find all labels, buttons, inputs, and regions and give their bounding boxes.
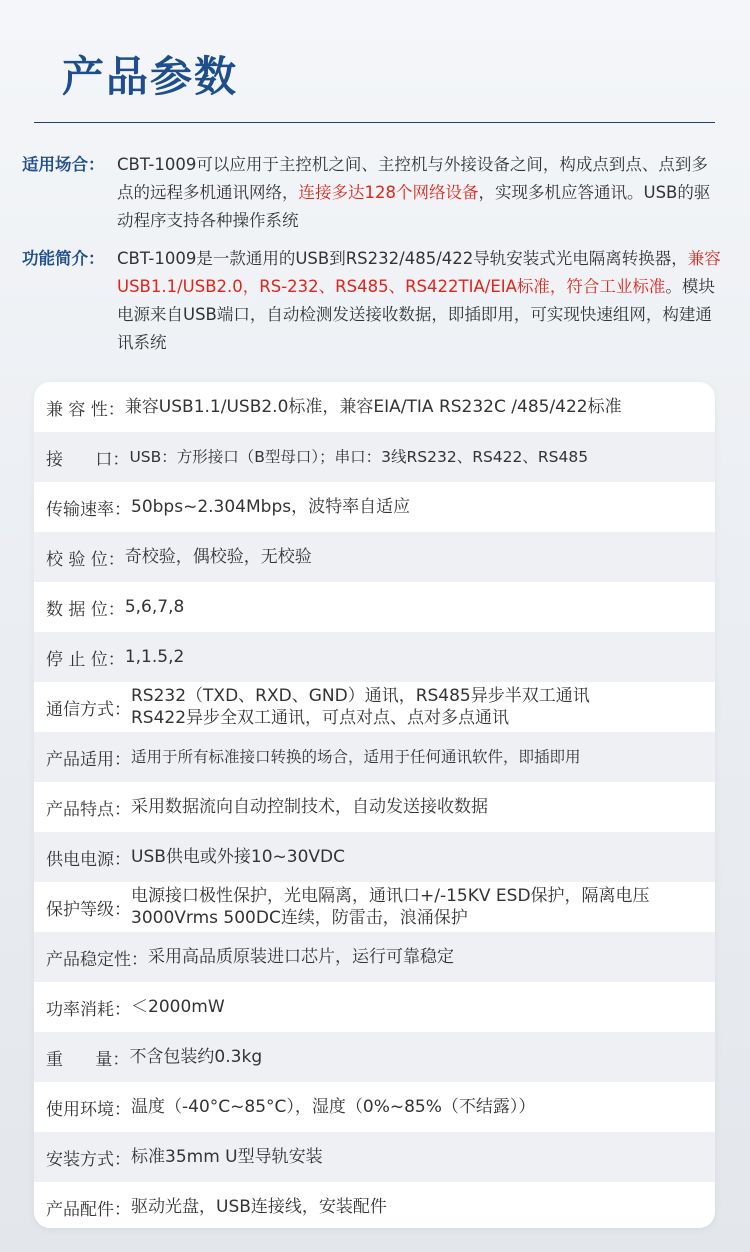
spec-row <box>34 782 715 832</box>
intro-text-part: CBT-1009是一款通用的USB到RS232/485/422导轨安装式光电隔离转换器， <box>117 249 688 268</box>
spec-value: 驱动光盘，USB连接线，安装配件 <box>131 1197 387 1217</box>
spec-key: 产品配件： <box>46 1199 131 1220</box>
spec-value: 采用数据流向自动控制技术，自动发送接收数据 <box>131 797 488 817</box>
spec-value: 1,1.5,2 <box>124 647 185 667</box>
spec-key: 兼 容 性： <box>46 399 125 420</box>
intro-highlight: 连接多达128个网络设备 <box>298 183 479 202</box>
spec-value: USB：方形接口（B型母口）；串口：3线RS232、RS422、RS485 <box>129 448 589 466</box>
spec-value: 标准35mm U型导轨安装 <box>131 1147 323 1167</box>
spec-key: 校 验 位： <box>46 549 125 570</box>
intro-text <box>117 151 722 235</box>
intro-highlight: 兼容USB1.1/USB2.0，RS-232、RS485、RS422TIA/EIA标准，符合工业标准 <box>117 249 721 296</box>
spec-value: ＜2000mW <box>131 997 225 1017</box>
spec-row <box>34 1082 715 1132</box>
intro-label: 适用场合： <box>22 155 105 174</box>
spec-value: 采用高品质原装进口芯片，运行可靠稳定 <box>148 947 454 967</box>
spec-row <box>34 1032 715 1082</box>
intro-label: 功能简介： <box>22 249 105 268</box>
spec-value: 电源接口极性保护，光电隔离，通讯口+/-15KV ESD保护，隔离电压3000Vrms 500DC连续，防雷击，浪涌保护 <box>131 886 650 928</box>
spec-key: 数 据 位： <box>46 599 125 620</box>
spec-row <box>34 632 715 682</box>
spec-row <box>34 932 715 982</box>
spec-value: 兼容USB1.1/USB2.0标准，兼容EIA/TIA RS232C /485/422标准 <box>124 397 622 417</box>
title-divider <box>34 122 715 123</box>
spec-key: 功率消耗： <box>46 999 131 1020</box>
intro-text <box>117 245 722 357</box>
spec-row <box>34 982 715 1032</box>
spec-row <box>34 682 715 732</box>
spec-key: 接 口： <box>46 449 130 470</box>
spec-value: 温度（-40°C~85°C），湿度（0%~85%（不结露）） <box>131 1097 536 1117</box>
spec-row <box>34 532 715 582</box>
spec-row <box>34 482 715 532</box>
intro-text-part: CBT-1009可以应用于主控机之间、主控机与外接设备之间，构成点到点、点到多点的远程多机通讯网络， <box>117 155 708 202</box>
intro-text-part: 。模块电源来自USB端口，自动检测发送接收数据，即插即用，可实现快速组网，构建通讯系统 <box>117 277 715 352</box>
spec-key: 安装方式： <box>46 1149 131 1170</box>
spec-row <box>34 432 715 482</box>
spec-key: 传输速率： <box>46 499 131 520</box>
spec-key: 使用环境： <box>46 1099 131 1120</box>
spec-row <box>34 732 715 782</box>
spec-value: 不含包装约0.3kg <box>129 1047 263 1067</box>
spec-row <box>34 1132 715 1182</box>
spec-key: 产品适用： <box>46 749 131 770</box>
spec-key: 供电电源： <box>46 849 131 870</box>
spec-table <box>34 382 715 1228</box>
spec-value: RS232（TXD、RXD、GND）通讯，RS485异步半双工通讯 RS422异步全双工通讯，可点对点、点对多点通讯 <box>131 686 590 728</box>
spec-key: 保护等级： <box>46 899 131 920</box>
intro-text-part: ，实现多机应答通讯。USB的驱动程序支持各种操作系统 <box>117 183 711 230</box>
spec-value: 5,6,7,8 <box>124 597 185 617</box>
spec-key: 重 量： <box>46 1049 130 1070</box>
spec-value: 奇校验，偶校验，无校验 <box>124 547 312 567</box>
spec-row <box>34 382 715 432</box>
spec-key: 停 止 位： <box>46 649 125 670</box>
spec-key: 产品特点： <box>46 799 131 820</box>
spec-row <box>34 882 715 932</box>
spec-key: 通信方式： <box>46 699 131 720</box>
spec-row <box>34 832 715 882</box>
intro-function <box>22 245 722 357</box>
spec-key: 产品稳定性： <box>46 949 148 970</box>
spec-value: 适用于所有标准接口转换的场合，适用于任何通讯软件，即插即用 <box>131 748 581 766</box>
intro-application <box>22 151 722 235</box>
page-title: 产品参数 <box>62 52 239 101</box>
spec-value: USB供电或外接10~30VDC <box>131 847 345 867</box>
spec-row <box>34 582 715 632</box>
spec-value: 50bps~2.304Mbps，波特率自适应 <box>131 497 411 517</box>
spec-row <box>34 1182 715 1228</box>
